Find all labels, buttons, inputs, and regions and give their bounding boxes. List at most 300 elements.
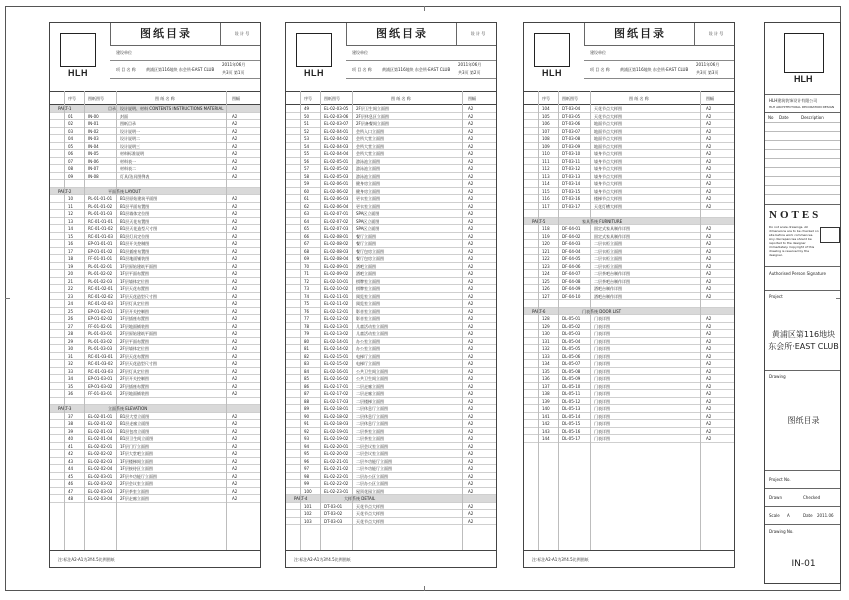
row-no: 62 bbox=[304, 203, 310, 209]
drawing-no: IN-01 bbox=[791, 559, 816, 569]
index-row bbox=[524, 263, 734, 271]
row-code: EL-02-05-02 bbox=[324, 166, 349, 171]
index-row bbox=[524, 285, 734, 293]
row-name: 公共卫生间立面图 bbox=[356, 368, 388, 374]
row-name: 二层茶室立面图 bbox=[356, 428, 384, 434]
row-name: 门表详图 bbox=[594, 413, 610, 419]
row-code: EL-02-02-01 bbox=[88, 443, 113, 449]
row-no: 92 bbox=[304, 428, 310, 434]
grid-line bbox=[590, 91, 591, 551]
row-name: 2F层开关控制图 bbox=[120, 376, 149, 381]
row-no: 40 bbox=[68, 436, 74, 441]
row-code: EL-02-05-01 bbox=[324, 158, 349, 164]
row-size: A2 bbox=[232, 113, 238, 119]
row-name: B1层开关控制图 bbox=[120, 241, 150, 246]
row-name: B1层天花造型尺寸图 bbox=[120, 226, 158, 231]
row-no: 68 bbox=[304, 248, 310, 254]
row-no: 95 bbox=[304, 451, 310, 456]
row-no: 90 bbox=[304, 413, 310, 419]
row-no: 142 bbox=[542, 421, 550, 426]
row-name: 2F层会议室立面图 bbox=[120, 481, 153, 486]
index-row bbox=[50, 428, 260, 436]
drawing-index-sheet-3 bbox=[523, 22, 735, 568]
row-name: 设计说明二 bbox=[120, 136, 140, 141]
grid-line bbox=[352, 91, 353, 551]
row-code: EL-02-04-02 bbox=[324, 136, 349, 141]
section-code: PART-6 bbox=[532, 308, 546, 314]
row-no: 58 bbox=[304, 173, 310, 179]
client-label: 建设单位 bbox=[590, 50, 606, 55]
row-code: EP-01-02-01 bbox=[88, 308, 113, 314]
row-code: EL-02-03-02 bbox=[88, 481, 113, 486]
design-no-label: 设 计 号 bbox=[220, 23, 261, 46]
row-code: PL-01-03-03 bbox=[88, 346, 113, 351]
row-code: EL-02-17-03 bbox=[324, 398, 349, 404]
index-row bbox=[50, 233, 260, 241]
row-code: PL-01-03-01 bbox=[88, 331, 113, 336]
row-code: EL-02-04-01 bbox=[324, 128, 349, 134]
client-label: 建设单位 bbox=[116, 50, 132, 55]
section-title: 家具系统 FURNITURE bbox=[582, 218, 623, 224]
row-size: A2 bbox=[468, 188, 474, 194]
row-size: A2 bbox=[468, 173, 474, 179]
row-no: 66 bbox=[304, 233, 310, 239]
row-no: 42 bbox=[68, 451, 74, 456]
index-row bbox=[286, 113, 496, 121]
row-no: 49 bbox=[304, 106, 310, 111]
row-no: 135 bbox=[542, 368, 550, 374]
row-no: 38 bbox=[68, 421, 74, 426]
row-code: EL-02-02-02 bbox=[88, 451, 113, 456]
row-name: 健身房立面图 bbox=[356, 181, 380, 186]
row-no: 12 bbox=[68, 211, 74, 216]
row-name: 二层多功能厅立面图 bbox=[356, 466, 392, 471]
index-row bbox=[286, 480, 496, 488]
revision-line bbox=[765, 158, 841, 159]
row-size: A2 bbox=[468, 383, 474, 389]
row-size: A2 bbox=[706, 361, 712, 366]
row-name: 墙身节点大样图 bbox=[594, 173, 622, 179]
row-size: A2 bbox=[706, 271, 712, 276]
row-code: EL-02-15-02 bbox=[324, 361, 349, 366]
project-label: 项 目 名 称 bbox=[590, 67, 610, 72]
section-code: PART-4 bbox=[294, 496, 308, 501]
row-no: 116 bbox=[542, 196, 550, 201]
index-row bbox=[286, 368, 496, 376]
row-size: A2 bbox=[468, 436, 474, 441]
notes-heading: NOTES bbox=[769, 209, 822, 221]
row-code: PL-01-02-03 bbox=[88, 278, 113, 284]
row-no: 129 bbox=[542, 323, 550, 329]
revision-table bbox=[765, 113, 840, 205]
drawing-no-area bbox=[765, 525, 840, 583]
project-name-line-2: 东会所·EAST CLUB bbox=[768, 342, 839, 351]
row-code: IN-01 bbox=[88, 121, 99, 126]
row-no: 34 bbox=[68, 376, 74, 381]
index-row bbox=[286, 428, 496, 436]
row-size: A2 bbox=[468, 338, 474, 344]
row-no: 74 bbox=[304, 293, 310, 299]
index-row bbox=[286, 315, 496, 323]
row-size: A2 bbox=[706, 136, 712, 141]
index-row bbox=[286, 503, 496, 511]
index-row bbox=[524, 203, 734, 211]
project-label: 项 目 名 称 bbox=[352, 67, 372, 72]
row-size: A2 bbox=[232, 128, 238, 134]
index-row bbox=[286, 263, 496, 271]
row-size: A2 bbox=[468, 503, 474, 509]
row-no: 120 bbox=[542, 241, 550, 246]
row-size: A2 bbox=[468, 413, 474, 419]
row-size: A2 bbox=[706, 128, 712, 134]
row-size: A2 bbox=[232, 256, 238, 261]
row-size: A2 bbox=[232, 451, 238, 456]
row-code: EL-02-07-03 bbox=[324, 226, 349, 231]
index-row bbox=[50, 270, 260, 278]
section-row bbox=[50, 105, 260, 113]
index-row bbox=[286, 473, 496, 481]
col-header-size: 图幅 bbox=[468, 96, 476, 101]
row-name: B1层大堂立面图 bbox=[120, 413, 150, 419]
row-size: A2 bbox=[232, 286, 238, 291]
row-code: EL-02-14-02 bbox=[324, 346, 349, 351]
index-row bbox=[286, 435, 496, 443]
index-row bbox=[524, 323, 734, 331]
row-name: 地面节点大样图 bbox=[594, 136, 622, 141]
row-code: EL-02-20-01 bbox=[324, 443, 349, 449]
section-code: PART-2 bbox=[58, 188, 72, 194]
row-size: A2 bbox=[468, 113, 474, 119]
row-no: 89 bbox=[304, 406, 310, 411]
index-row bbox=[524, 353, 734, 361]
row-code: DT-03-11 bbox=[562, 158, 581, 164]
notes-area bbox=[765, 205, 840, 267]
row-code: DT-03-14 bbox=[562, 181, 581, 186]
row-code: EL-02-08-03 bbox=[324, 248, 349, 254]
row-code: FF-01-01-01 bbox=[88, 256, 113, 261]
index-row bbox=[50, 143, 260, 151]
row-size: A2 bbox=[706, 293, 712, 299]
section-title: 门表系统 DOOR LIST bbox=[582, 308, 622, 314]
sheet-note: 注:标注A2-A1为3Y4.5比例图纸 bbox=[294, 557, 351, 562]
sheet-title: 图纸目录 bbox=[110, 23, 221, 46]
row-code: DT-03-15 bbox=[562, 188, 581, 194]
row-no: 14 bbox=[68, 226, 74, 231]
row-no: 136 bbox=[542, 376, 550, 381]
index-row bbox=[50, 443, 260, 451]
row-size: A2 bbox=[468, 226, 474, 231]
row-no: 105 bbox=[542, 113, 550, 119]
index-row bbox=[50, 413, 260, 421]
row-name: 2F层走廊立面图 bbox=[120, 496, 149, 501]
row-code: EP-01-01-01 bbox=[88, 241, 113, 246]
project-row bbox=[584, 60, 735, 79]
row-name: 门表详图 bbox=[594, 331, 610, 336]
row-size: A2 bbox=[232, 293, 238, 299]
row-size: A2 bbox=[232, 241, 238, 246]
row-no: 56 bbox=[304, 158, 310, 164]
row-name: B1层天花布置图 bbox=[120, 218, 150, 224]
row-no: 07 bbox=[68, 158, 74, 164]
row-no: 93 bbox=[304, 436, 310, 441]
row-size: A2 bbox=[232, 376, 238, 381]
row-name: 墙身节点大样图 bbox=[594, 158, 622, 164]
row-size: A2 bbox=[706, 436, 712, 441]
row-name: 酒吧台制作详图 bbox=[594, 286, 622, 291]
row-size: A2 bbox=[232, 331, 238, 336]
index-row bbox=[50, 345, 260, 353]
row-no: 115 bbox=[542, 188, 550, 194]
section-title: 平面系统 LAYOUT bbox=[108, 188, 141, 194]
row-name: 固定式家具制作详图 bbox=[594, 233, 630, 239]
row-size: A2 bbox=[468, 518, 474, 524]
design-no-label: 设 计 号 bbox=[456, 23, 497, 46]
index-row bbox=[286, 450, 496, 458]
row-code: EL-02-10-02 bbox=[324, 286, 349, 291]
row-no: 32 bbox=[68, 361, 74, 366]
row-no: 54 bbox=[304, 143, 310, 149]
row-size: A2 bbox=[468, 106, 474, 111]
index-row bbox=[286, 240, 496, 248]
index-row bbox=[286, 225, 496, 233]
row-size: A2 bbox=[706, 181, 712, 186]
index-row bbox=[50, 293, 260, 301]
row-name: 门表详图 bbox=[594, 323, 610, 329]
row-code: EL-02-07-01 bbox=[324, 211, 349, 216]
grid-line bbox=[84, 91, 85, 551]
row-no: 22 bbox=[68, 286, 74, 291]
index-row bbox=[524, 248, 734, 256]
row-code: RC-01-03-03 bbox=[88, 368, 113, 374]
row-code: DT-03-04 bbox=[562, 106, 581, 111]
row-name: 二层衣柜立面图 bbox=[594, 263, 622, 269]
row-no: 01 bbox=[68, 113, 74, 119]
column-headers bbox=[286, 92, 496, 105]
row-no: 41 bbox=[68, 443, 74, 449]
row-name: 图纸目录 bbox=[120, 121, 136, 126]
checked-label: Checked bbox=[803, 495, 821, 500]
row-size: A2 bbox=[232, 166, 238, 171]
row-name: SPA区立面图 bbox=[356, 218, 380, 224]
index-row bbox=[286, 158, 496, 166]
row-no: 85 bbox=[304, 376, 310, 381]
row-name: 墙身节点大样图 bbox=[594, 188, 622, 194]
row-no: 139 bbox=[542, 398, 550, 404]
row-name: 餐厅包房立面图 bbox=[356, 248, 384, 254]
row-code: IN-06 bbox=[88, 158, 99, 164]
row-size: A2 bbox=[706, 263, 712, 269]
row-code: EL-02-03-06 bbox=[324, 113, 349, 119]
row-size: A2 bbox=[706, 226, 712, 231]
row-no: 96 bbox=[304, 458, 310, 464]
index-row bbox=[524, 173, 734, 181]
row-code: RC-01-01-01 bbox=[88, 218, 113, 224]
row-name: 棋牌室立面图 bbox=[356, 286, 380, 291]
row-code: DL-05-09 bbox=[562, 376, 581, 381]
index-row bbox=[50, 473, 260, 481]
col-header-name: 图 纸 名 称 bbox=[391, 96, 411, 101]
index-row bbox=[50, 353, 260, 361]
row-size: A2 bbox=[468, 286, 474, 291]
row-size: A2 bbox=[706, 368, 712, 374]
row-code: EL-02-08-01 bbox=[324, 233, 349, 239]
index-row bbox=[50, 488, 260, 496]
index-row bbox=[524, 278, 734, 286]
index-row bbox=[524, 113, 734, 121]
row-no: 44 bbox=[68, 466, 74, 471]
row-no: 11 bbox=[68, 203, 74, 209]
index-row bbox=[50, 203, 260, 211]
row-code: RC-01-03-02 bbox=[88, 361, 113, 366]
row-no: 59 bbox=[304, 181, 310, 186]
row-code: DF-04-04 bbox=[562, 248, 581, 254]
row-size: A2 bbox=[232, 248, 238, 254]
row-name: 会所大堂立面图 bbox=[356, 151, 384, 156]
row-no: 17 bbox=[68, 248, 74, 254]
row-size: A2 bbox=[232, 361, 238, 366]
row-name: 二层休息厅立面图 bbox=[356, 421, 388, 426]
index-row bbox=[50, 375, 260, 383]
row-code: EL-02-18-02 bbox=[324, 413, 349, 419]
company-info bbox=[765, 95, 840, 113]
row-no: 57 bbox=[304, 166, 310, 171]
index-row bbox=[286, 293, 496, 301]
row-size: A2 bbox=[468, 241, 474, 246]
index-row bbox=[524, 428, 734, 436]
project-value: 黄浦区第116地块 东会所·EAST CLUB bbox=[620, 67, 689, 72]
row-size: A2 bbox=[706, 196, 712, 201]
row-name: 2F层多功能厅立面图 bbox=[120, 473, 157, 479]
row-name: 办公室立面图 bbox=[356, 346, 380, 351]
row-no: 50 bbox=[304, 113, 310, 119]
row-name: 阅览室立面图 bbox=[356, 301, 380, 306]
row-size: A2 bbox=[468, 353, 474, 359]
row-no: 08 bbox=[68, 166, 74, 171]
index-row bbox=[286, 458, 496, 466]
row-code: RC-01-02-02 bbox=[88, 293, 113, 299]
row-name: SPA区立面图 bbox=[356, 211, 380, 216]
row-code: DT-03-12 bbox=[562, 166, 581, 171]
row-name: 二层会议室立面图 bbox=[356, 451, 388, 456]
row-name: 2F层茶室立面图 bbox=[120, 488, 149, 494]
row-no: 05 bbox=[68, 143, 74, 149]
sheet-pages: 共3页 第2页 bbox=[458, 70, 481, 75]
index-row bbox=[524, 383, 734, 391]
row-size: A2 bbox=[468, 481, 474, 486]
section-row bbox=[524, 218, 734, 226]
row-code: IN-02 bbox=[88, 128, 99, 134]
row-name: 二层会议室立面图 bbox=[356, 443, 388, 449]
row-size: A2 bbox=[706, 151, 712, 156]
row-size: A2 bbox=[468, 256, 474, 261]
sheet-title: 图纸目录 bbox=[584, 23, 695, 46]
row-name: 二层办公区立面图 bbox=[356, 473, 388, 479]
revision-line bbox=[765, 140, 841, 141]
logo-box bbox=[60, 33, 96, 67]
sheet-pages: 共3页 第3页 bbox=[696, 70, 719, 75]
signature-area bbox=[765, 267, 840, 291]
row-no: 29 bbox=[68, 338, 74, 344]
sheet-note: 注:标注A2-A1为3Y4.5比例图纸 bbox=[58, 557, 115, 562]
row-code: EL-02-17-01 bbox=[324, 383, 349, 389]
row-code: EL-02-12-01 bbox=[324, 308, 349, 314]
index-row bbox=[286, 375, 496, 383]
row-size: A2 bbox=[232, 233, 238, 239]
row-size: A2 bbox=[468, 488, 474, 494]
row-no: 108 bbox=[542, 136, 550, 141]
index-row bbox=[50, 255, 260, 263]
row-name: 地面节点大样图 bbox=[594, 143, 622, 149]
row-name: 游泳池立面图 bbox=[356, 173, 380, 179]
revision-line bbox=[765, 176, 841, 177]
row-size: A2 bbox=[232, 383, 238, 389]
sheet-footer bbox=[50, 550, 260, 567]
revision-line bbox=[765, 149, 841, 150]
project-label: Project bbox=[769, 294, 783, 299]
row-no: 37 bbox=[68, 413, 74, 419]
row-code: EL-02-03-03 bbox=[88, 488, 113, 494]
row-code: DL-05-05 bbox=[562, 346, 581, 351]
row-name: 门表详图 bbox=[594, 398, 610, 404]
row-no: 114 bbox=[542, 181, 550, 186]
row-size: A2 bbox=[706, 278, 712, 284]
row-code: EL-02-19-01 bbox=[324, 428, 349, 434]
col-header-no: 序号 bbox=[304, 96, 312, 101]
row-name: 2F层备餐间立面图 bbox=[356, 121, 389, 126]
row-no: 06 bbox=[68, 151, 74, 156]
row-no: 03 bbox=[68, 128, 74, 134]
row-no: 101 bbox=[304, 503, 312, 509]
row-no: 72 bbox=[304, 278, 310, 284]
row-code: EL-02-03-01 bbox=[88, 473, 113, 479]
date-label: Date bbox=[803, 513, 813, 518]
row-name: 1F层接待区立面图 bbox=[120, 466, 153, 471]
row-code: PL-01-01-03 bbox=[88, 211, 113, 216]
row-code: RC-01-01-02 bbox=[88, 226, 113, 231]
drawing-no-label: Drawing No. bbox=[769, 529, 794, 534]
row-size: A2 bbox=[468, 391, 474, 396]
row-name: B1层地面铺装图 bbox=[120, 256, 150, 261]
row-no: 82 bbox=[304, 353, 310, 359]
drawing-index-sheet-2 bbox=[285, 22, 497, 568]
row-name: 游泳池立面图 bbox=[356, 166, 380, 171]
row-size: A2 bbox=[468, 368, 474, 374]
row-name: 门表详图 bbox=[594, 353, 610, 359]
row-no: 125 bbox=[542, 278, 550, 284]
row-name: 门表详图 bbox=[594, 421, 610, 426]
row-no: 15 bbox=[68, 233, 74, 239]
row-code: DL-05-15 bbox=[562, 421, 581, 426]
row-size: A2 bbox=[468, 263, 474, 269]
row-name: 二层衣柜立面图 bbox=[594, 248, 622, 254]
project-area bbox=[765, 291, 840, 371]
row-name: 二层多功能厅立面图 bbox=[356, 458, 392, 464]
row-code: PL-01-02-01 bbox=[88, 263, 113, 269]
row-name: 公共卫生间立面图 bbox=[356, 376, 388, 381]
row-name: 2F层灯具定位图 bbox=[120, 368, 149, 374]
row-no: 118 bbox=[542, 226, 550, 231]
row-size: A2 bbox=[706, 113, 712, 119]
row-no: 127 bbox=[542, 293, 550, 299]
row-size: A2 bbox=[706, 248, 712, 254]
index-row bbox=[50, 435, 260, 443]
index-row bbox=[524, 420, 734, 428]
row-code: EL-02-16-01 bbox=[324, 368, 349, 374]
row-code: EL-02-05-03 bbox=[324, 173, 349, 179]
row-code: EL-02-06-04 bbox=[324, 203, 349, 209]
row-no: 80 bbox=[304, 338, 310, 344]
row-no: 97 bbox=[304, 466, 310, 471]
